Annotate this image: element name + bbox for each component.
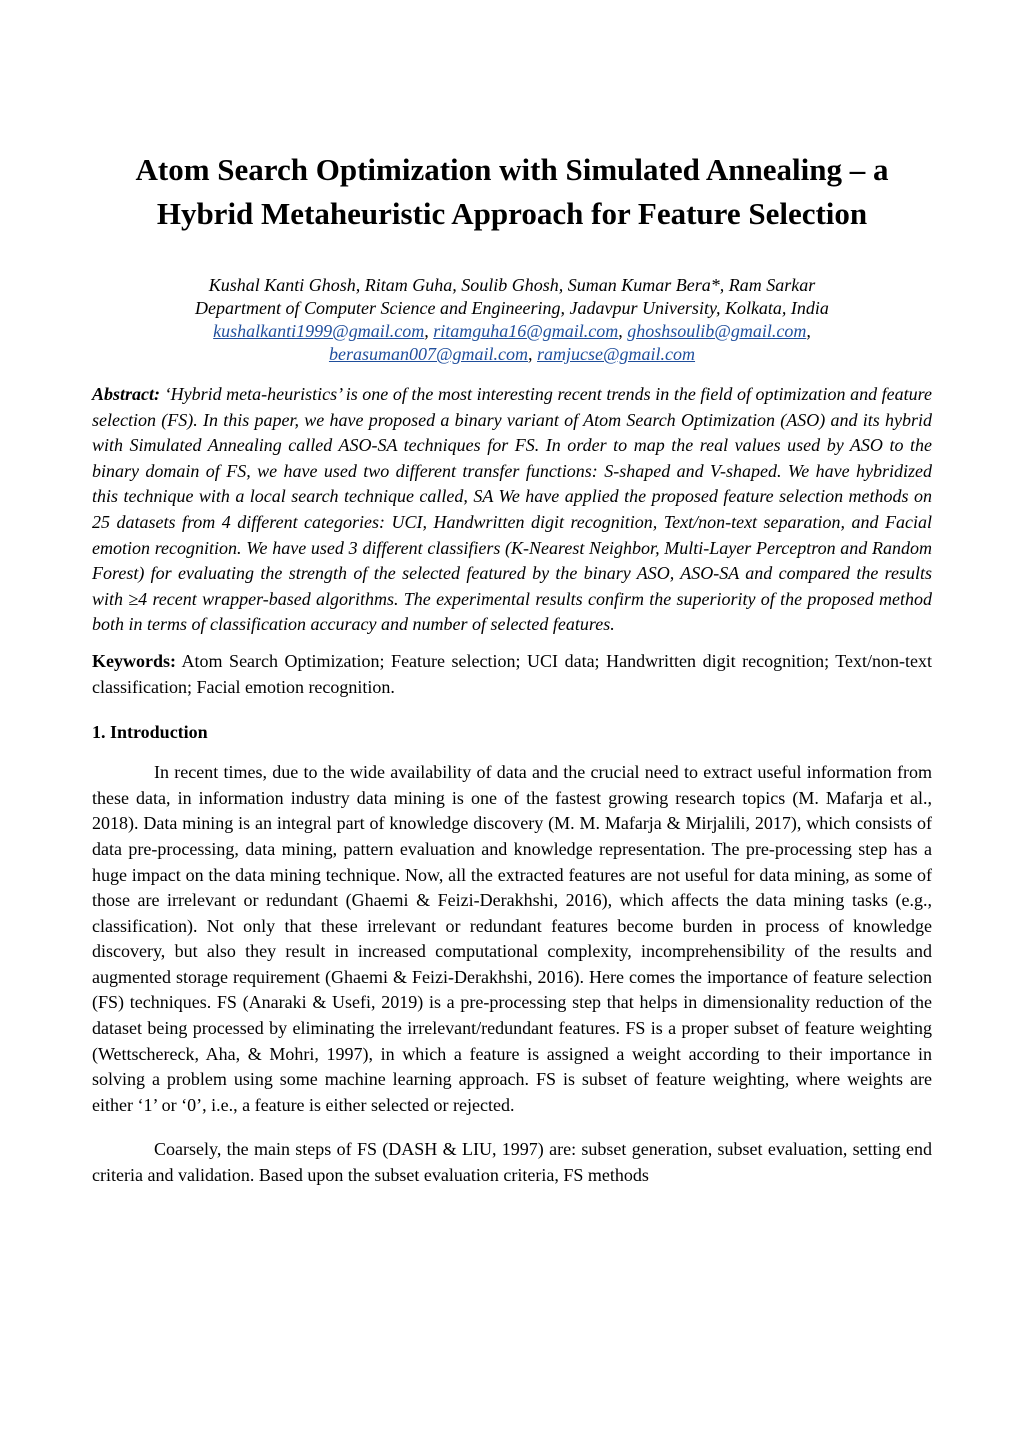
- keywords-text: Atom Search Optimization; Feature selection; UCI data; Handwritten digit recognition; Text/non-text classification; Facial emotion recognition.: [92, 650, 932, 697]
- keywords-label: Keywords:: [92, 650, 176, 671]
- keywords: [92, 649, 932, 700]
- section-heading-introduction: 1. Introduction: [92, 722, 208, 743]
- email-list: kushalkanti1999@gmail.com, ritamguha16@gmail.com, ghoshsoulib@gmail.com,: [213, 321, 811, 341]
- abstract: [92, 382, 932, 638]
- author-block: [92, 274, 932, 366]
- intro-paragraph-2: Coarsely, the main steps of FS (DASH & LIU, 1997) are: subset generation, subset evaluation, setting end criteria and validation. Based upon the subset evaluation criteria, FS methods: [92, 1139, 932, 1186]
- email-link-1[interactable]: kushalkanti1999@gmail.com: [213, 321, 425, 341]
- paper-page: [92, 148, 932, 1207]
- intro-paragraph-1: In recent times, due to the wide availability of data and the crucial need to extract useful information from these data, in information industry data mining is one of the fastest growing research topics (M. Mafarja et al., 2018). Data mining is an integral part of knowledge discovery (M. M. Mafarja & Mirjalili, 2017), which consists of data pre-processing, data mining, pattern evaluation and knowledge representation. The pre-processing step has a huge impact on the data mining technique. Now, all the extracted features are not useful for data mining, as some of those are irrelevant or redundant (Ghaemi & Feizi-Derakhshi, 2016), which affects the data mining tasks (e.g., classification). Not only that these irrelevant or redundant features become burden in process of knowledge discovery, but also they result in increased computational complexity, incomprehensibility of the results and augmented storage requirement (Ghaemi & Feizi-Derakhshi, 2016). Here comes the importance of feature selection (FS) techniques. FS (Anaraki & Usefi, 2019) is a pre-processing step that helps in dimensionality reduction of the dataset being processed by eliminating the irrelevant/redundant features. FS is a proper subset of feature weighting (Wettschereck, Aha, & Mohri, 1997), in which a feature is assigned a weight according to their importance in solving a problem using some machine learning approach. FS is subset of feature weighting, where weights are either ‘1’ or ‘0’, i.e., a feature is either selected or rejected.: [92, 762, 932, 1115]
- abstract-label: Abstract:: [92, 384, 161, 404]
- email-list-line-2: berasuman007@gmail.com, ramjucse@gmail.com: [328, 344, 696, 364]
- title-line-1: Atom Search Optimization with Simulated Annealing – a: [135, 152, 889, 187]
- paper-title: [92, 148, 932, 236]
- email-link-4[interactable]: berasuman007@gmail.com: [328, 344, 528, 364]
- abstract-text: ‘Hybrid meta-heuristics’ is one of the most interesting recent trends in the field of optimization and feature selection (FS). In this paper, we have proposed a binary variant of Atom Search Optimization (ASO) and its hybrid with Simulated Annealing called ASO-SA techniques for FS. In order to map the real values used by ASO to the binary domain of FS, we have used two different transfer functions: S-shaped and V-shaped. We have hybridized this technique with a local search technique called, SA We have applied the proposed feature selection methods on 25 datasets from 4 different categories: UCI, Handwritten digit recognition, Text/non-text separation, and Facial emotion recognition. We have used 3 different classifiers (K-Nearest Neighbor, Multi-Layer Perceptron and Random Forest) for evaluating the strength of the selected featured by the binary ASO, ASO-SA and compared the results with ≥4 recent wrapper-based algorithms. The experimental results confirm the superiority of the proposed method both in terms of classification accuracy and number of selected features.: [92, 384, 933, 635]
- email-link-5[interactable]: ramjucse@gmail.com: [537, 344, 696, 364]
- email-link-3[interactable]: ghoshsoulib@gmail.com: [627, 321, 807, 341]
- email-link-2[interactable]: ritamguha16@gmail.com: [433, 321, 619, 341]
- author-list: Kushal Kanti Ghosh, Ritam Guha, Soulib Ghosh, Suman Kumar Bera*, Ram Sarkar: [208, 275, 816, 295]
- affiliation: Department of Computer Science and Engineering, Jadavpur University, Kolkata, India: [195, 298, 829, 318]
- title-line-2: Hybrid Metaheuristic Approach for Feature Selection: [156, 196, 868, 231]
